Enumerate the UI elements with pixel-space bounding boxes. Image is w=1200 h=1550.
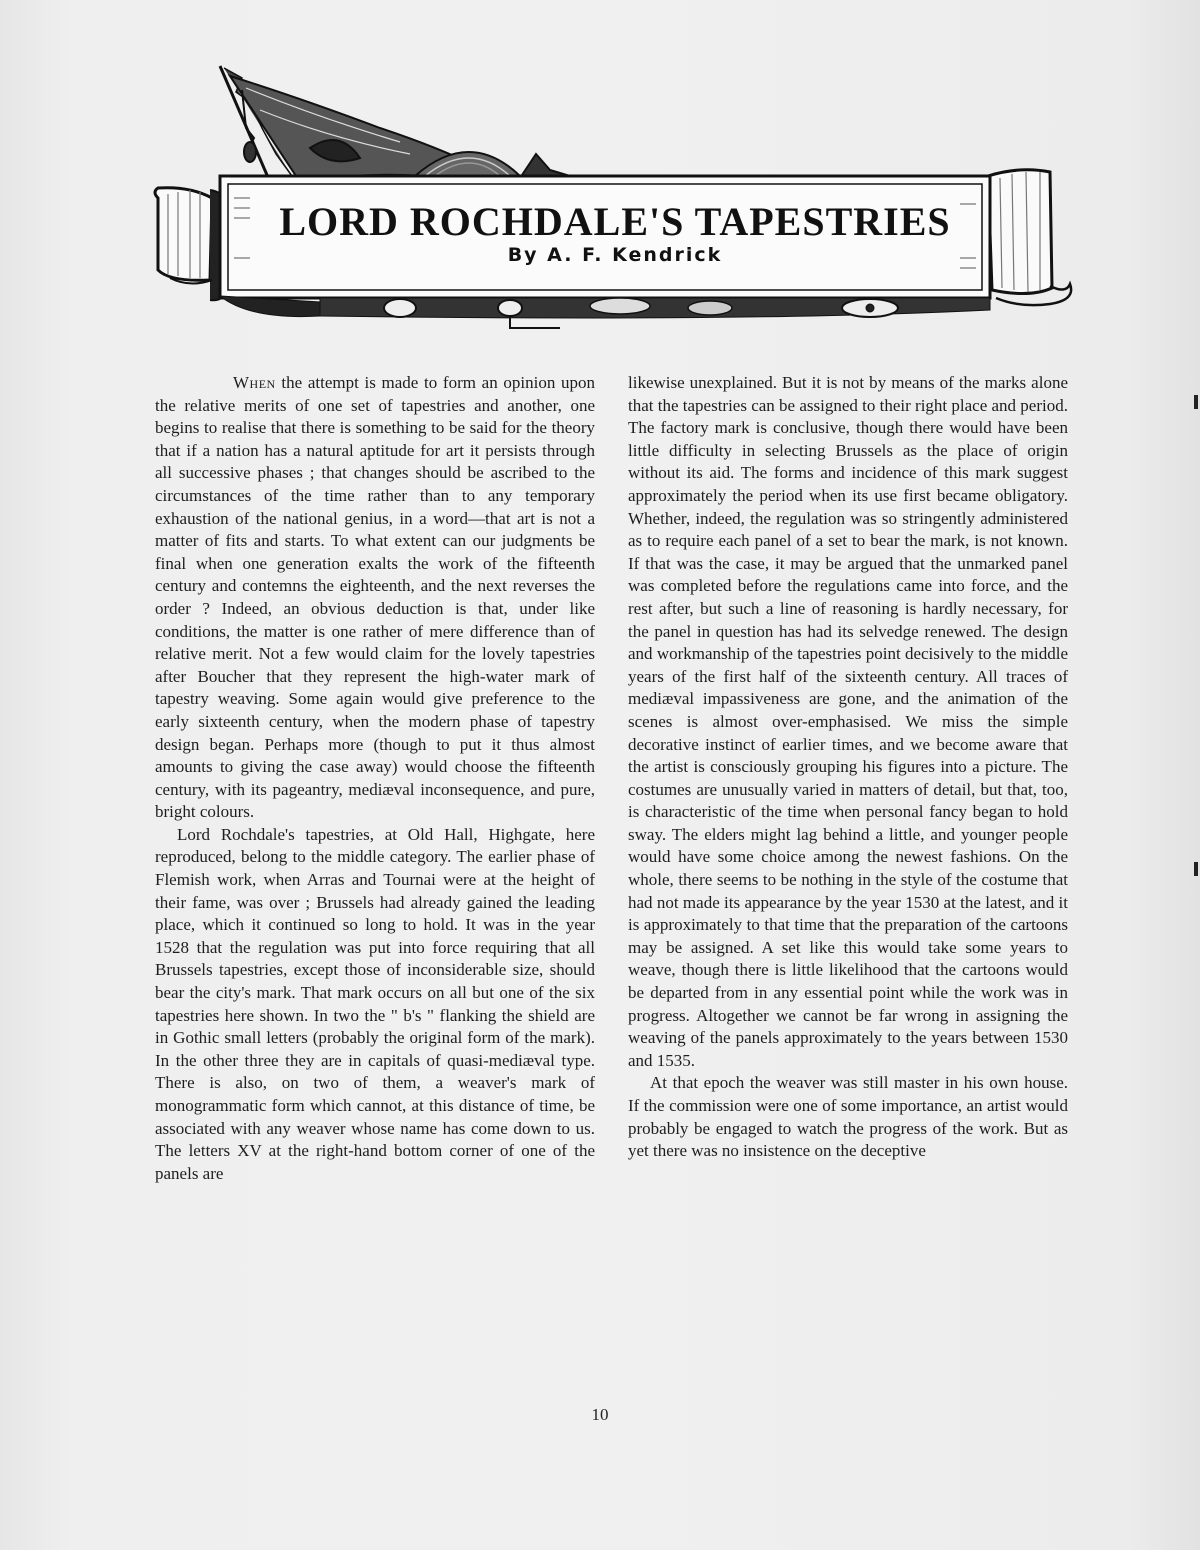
edge-mark [1194, 862, 1198, 876]
lead-word: When [233, 373, 276, 392]
paragraph: likewise unexplained. But it is not by means of the marks alone that the tapestries can be assigned to their right place and period. The factory mark is conclusive, though there would have been little difficulty in selecting Brussels as the place of origin without its aid. The forms and incidence of this mark suggest approximately the period when its use first became obligatory. Whether, indeed, the regulation was so stringently administered as to require each panel of a set to bear the mark, is not known. If that was the case, it may be argued that the unmarked panel was completed before the regulations came into force, and the rest after, but such a line of reasoning is hardly necessary, for the panel in question has had its selvedge renewed. The design and workmanship of the tapestries point decisively to the middle years of the first half of the sixteenth century. All traces of mediæval impassiveness are gone, and the animation of the scenes is almost over-emphasised. We miss the simple decorative instinct of earlier times, and we become aware that the artist is consciously grouping his figures into a picture. The costumes are unusually varied in matters of detail, but that, too, is characteristic of the time when personal fancy began to hold sway. The elders might lag behind a little, and younger people would have some choice among the newest fashions. On the whole, there seems to be nothing in the style of the costume that had not made its appearance by the year 1530 at the latest, and it is approximately to that time that the preparation of the cartoons may be assigned. A set like this would take some years to weave, though there is little likelihood that the cartoons would be departed from in any essential point while the work was in progress. Altogether we cannot be far wrong in assigning the weaving of the panels approximately to the years between 1530 and 1535. [628, 373, 1068, 1070]
article-byline: By A. F. Kendrick [507, 244, 723, 266]
flag-ornament [220, 66, 570, 182]
paragraph-text: the attempt is made to form an opinion upon the relative merits of one set of tapestries and another, one begins to realise that there is something to be said for the theory that if a nation has a natural aptitude for art it persists through all successive phases ; that changes should be ascribed to the circumstances of the time rather than to any temporary exhaustion of the national genius, in a word—that art is not a matter of fits and starts. To what extent can our judgments be final when one generation exalts the work of the fifteenth century and contemns the eighteenth, and the next reverses the order ? Indeed, an obvious deduction is that, under like conditions, the matter is one rather of mere difference than of relative merit. Not a few would claim for the lovely tapestries after Boucher that they represent the high-water mark of tapestry weaving. Some again would give preference to the early sixteenth century, when the modern phase of tapestry design began. Perhaps more (though to put it thus almost amounts to giving the case away) would choose the fifteenth century, with its pageantry, mediæval inconsequence, and pure, bright colours. [155, 373, 595, 822]
paragraph: At that epoch the weaver was still master in his own house. If the commission were one of some importance, an artist would probably be engaged to watch the progress of the work. But as yet there was no insistence on the deceptive [628, 1073, 1068, 1161]
bottom-ornament [220, 296, 990, 328]
left-scroll-roll [155, 188, 228, 301]
title-banner [150, 58, 1080, 338]
paragraph: Lord Rochdale's tapestries, at Old Hall, Highgate, here reproduced, belong to the middle category. The earlier phase of Flemish work, when Arras and Tournai were at the height of their fame, was over ; Brussels had already gained the leading place, which it continued so long to hold. It was in the year 1528 that the regulation was put into force requiring that all Brussels tapestries, except those of inconsiderable size, should bear the city's mark. That mark occurs on all but one of the six tapestries here shown. In two the " b's " flanking the shield are in Gothic small letters (probably the original form of the mark). In the other three they are in capitals of quasi-mediæval type. There is also, on two of them, a weaver's mark of monogrammatic form which cannot, at this distance of time, be associated with any weaver whose name has come down to us. The letters XV at the right-hand bottom corner of one of the panels are [155, 824, 595, 1183]
text-column-right [628, 372, 1068, 1392]
paragraph [155, 372, 595, 824]
page-number: 10 [591, 1405, 609, 1424]
edge-mark [1194, 395, 1198, 409]
text-column-left [155, 372, 595, 1392]
article-title: LORD ROCHDALE'S TAPESTRIES [279, 199, 951, 244]
